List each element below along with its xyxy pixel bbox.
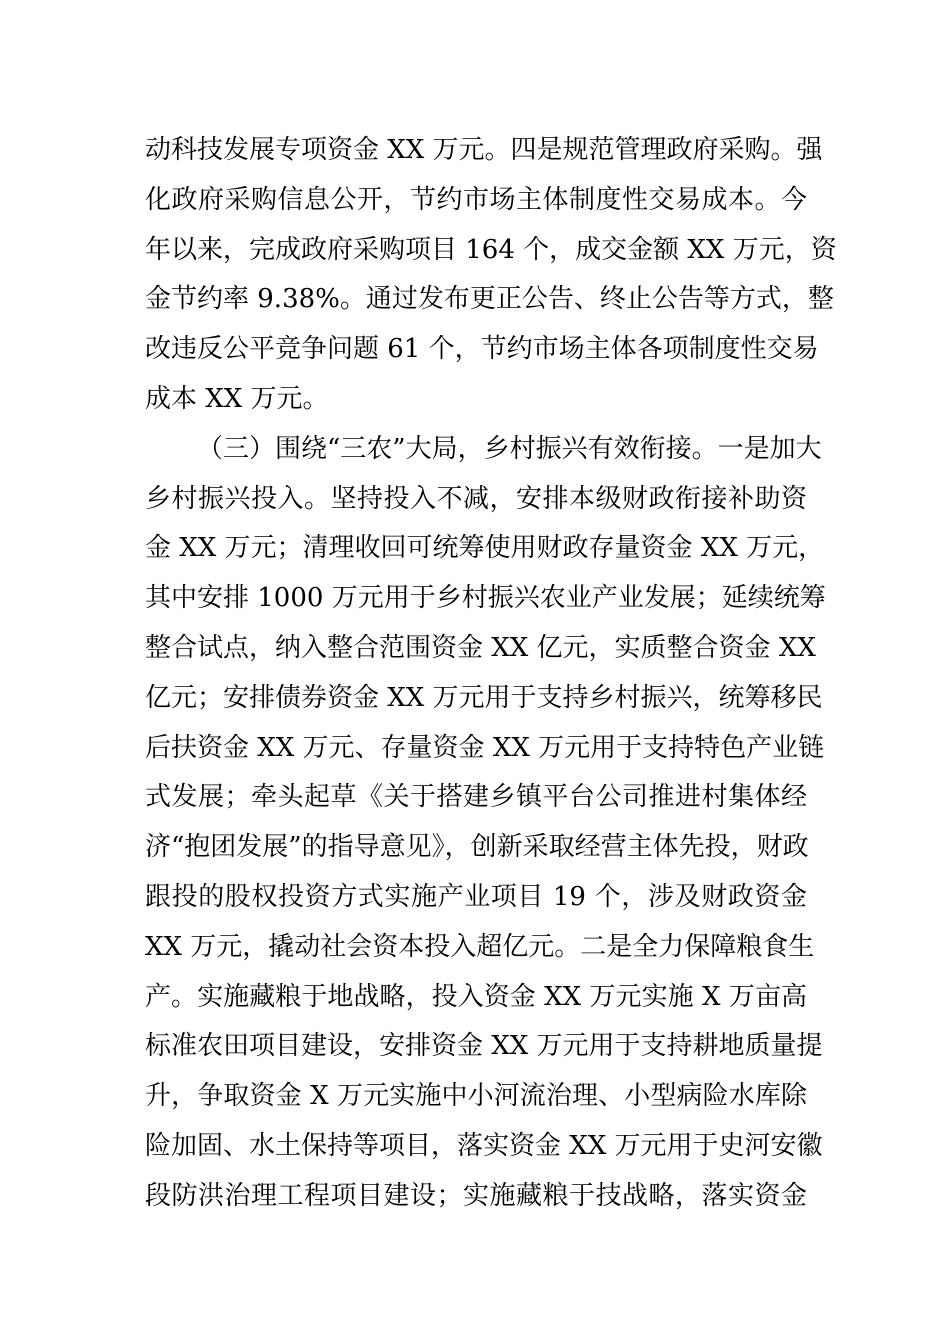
paragraph-2 [145,425,826,1222]
text-line: 亿元；安排债券资金 XX 万元用于支持乡村振兴，统筹移民 [145,682,823,713]
paragraph-1 [145,126,837,425]
section-heading-line: （三）围绕“三农”大局，乡村振兴有效衔接。一是加大 [197,433,822,464]
text-line: 段防洪治理工程项目建设；实施藏粮于技战略，落实资金 [145,1180,807,1211]
text-line: 后扶资金 XX 万元、存量资金 XX 万元用于支持特色产业链 [145,732,825,763]
text-line: 年以来，完成政府采购项目 164 个，成交金额 XX 万元，资 [145,234,837,265]
text-line: 式发展；牵头起草《关于搭建乡镇平台公司推进村集体经 [145,782,807,813]
text-line: 成本 XX 万元。 [145,383,329,414]
text-line: 金节约率 9.38%。通过发布更正公告、终止公告等方式，整 [145,284,834,315]
text-line: 升，争取资金 X 万元实施中小河流治理、小型病险水库除 [145,1081,807,1112]
text-line: 济“抱团发展”的指导意见》，创新采取经营主体先投，财政 [145,832,809,863]
body-text [145,126,837,1222]
text-line: 改违反公平竞争问题 61 个，节约市场主体各项制度性交易 [145,334,819,365]
text-line: 金 XX 万元；清理收回可统筹使用财政存量资金 XX 万元， [145,533,825,564]
text-line: 险加固、水土保持等项目，落实资金 XX 万元用于史河安徽 [145,1130,823,1161]
text-line: XX 万元，撬动社会资本投入超亿元。二是全力保障粮食生 [145,931,815,962]
text-line: 标准农田项目建设，安排资金 XX 万元用于支持耕地质量提 [145,1031,823,1062]
text-line: 动科技发展专项资金 XX 万元。四是规范管理政府采购。强 [145,135,823,165]
text-line: 化政府采购信息公开，节约市场主体制度性交易成本。今 [145,184,807,215]
text-line: 整合试点，纳入整合范围资金 XX 亿元，实质整合资金 XX [145,632,816,663]
text-line: 乡村振兴投入。坚持投入不减，安排本级财政衔接补助资 [145,483,807,514]
text-line: 其中安排 1000 万元用于乡村振兴农业产业发展；延续统筹 [145,583,826,614]
text-line: 产。实施藏粮于地战略，投入资金 XX 万元实施 X 万亩高 [145,981,807,1012]
text-line: 跟投的股权投资方式实施产业项目 19 个，涉及财政资金 [145,881,807,912]
